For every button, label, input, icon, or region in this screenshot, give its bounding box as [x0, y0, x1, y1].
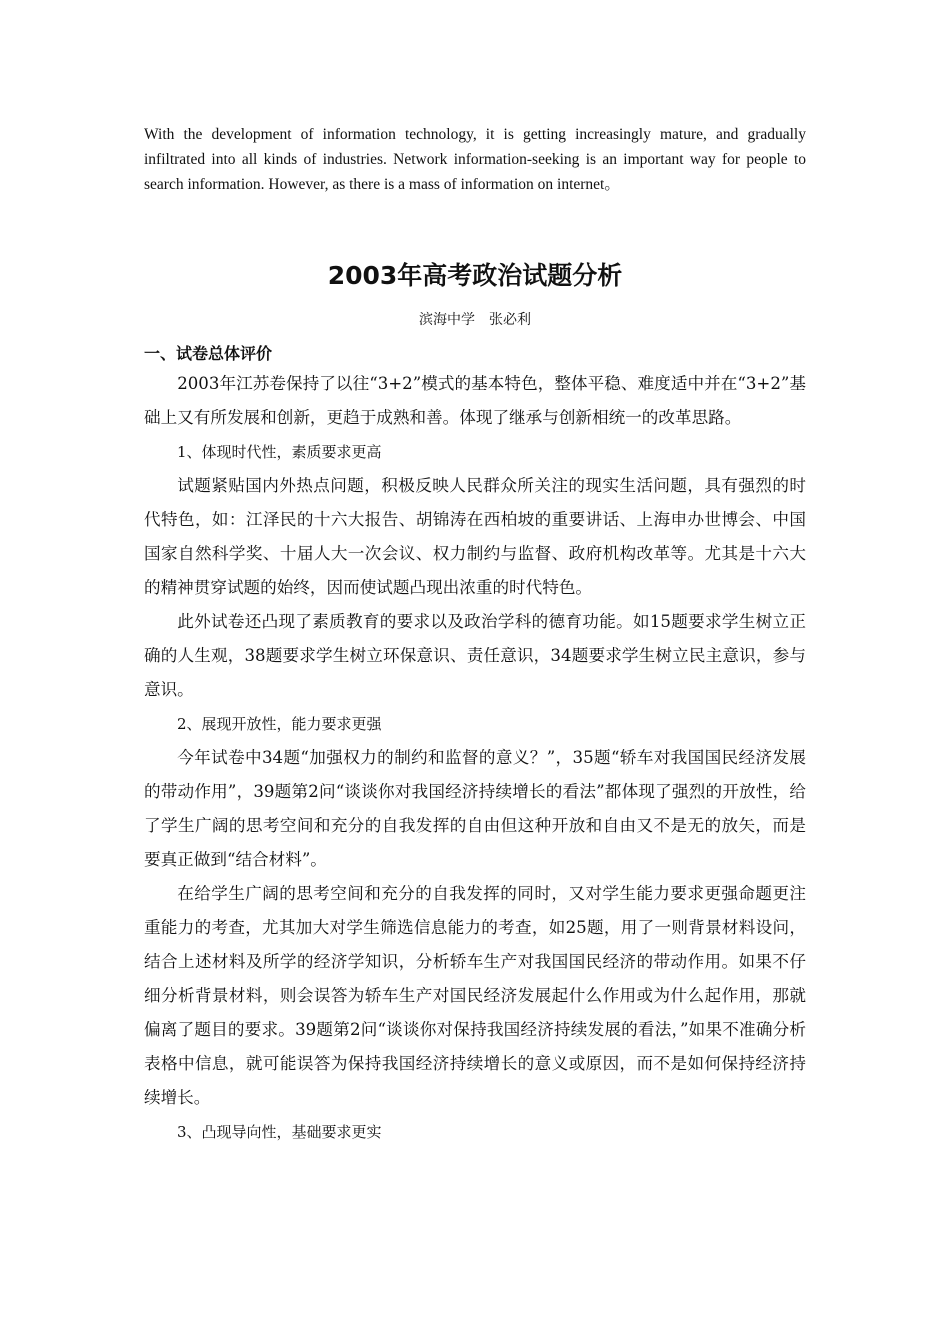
document-page — [144, 122, 806, 1149]
document-title: 2003年高考政治试题分析 — [327, 261, 623, 290]
paragraph-2: 试题紧贴国内外热点问题，积极反映人民群众所关注的现实生活问题，具有强烈的时代特色，如：江泽民的十六大报告、胡锦涛在西柏坡的重要讲话、上海申办世博会、中国国家自然科学奖、十届人大一次会议、权力制约与监督、政府机构改革等。尤其是十六大的精神贯穿试题的始终，因而使试题凸现出浓重的时代特色。 — [144, 476, 806, 597]
paragraph-3: 此外试卷还凸现了素质教育的要求以及政治学科的德育功能。如15题要求学生树立正确的人生观，38题要求学生树立环保意识、责任意识，34题要求学生树立民主意识，参与意识。 — [144, 612, 806, 699]
author-line: 滨海中学 张必利 — [419, 312, 531, 328]
subheading-2: 2、展现开放性，能力要求更强 — [177, 715, 382, 733]
paragraph-4: 今年试卷中34题“加强权力的制约和监督的意义？”，35题“轿车对我国国民经济发展的带动作用”，39题第2问“谈谈你对我国经济持续增长的看法”都体现了强烈的开放性，给了学生广阔的思考空间和充分的自我发挥的自由但这种开放和自由又不是无的放矢，而是要真正做到“结合材料”。 — [144, 748, 806, 869]
subheading-1: 1、体现时代性，素质要求更高 — [177, 443, 382, 461]
subheading-3: 3、凸现导向性，基础要求更实 — [177, 1123, 382, 1141]
intro-paragraph: With the development of information technology, it is getting increasingly mature, and gradually infiltrated into all kinds of industries. Network information-seeking is an important way for people to search information. However, as there is a mass of information on internet。 — [144, 126, 806, 193]
section-heading-1: 一、试卷总体评价 — [144, 344, 273, 363]
paragraph-1: 2003年江苏卷保持了以往“3+2”模式的基本特色，整体平稳、难度适中并在“3+2”基础上又有所发展和创新，更趋于成熟和善。体现了继承与创新相统一的改革思路。 — [144, 374, 806, 427]
paragraph-5: 在给学生广阔的思考空间和充分的自我发挥的同时，又对学生能力要求更强命题更注重能力的考查，尤其加大对学生筛选信息能力的考查，如25题，用了一则背景材料设问，结合上述材料及所学的经济学知识，分析轿车生产对我国国民经济的带动作用。如果不仔细分析背景材料，则会误答为轿车生产对国民经济发展起什么作用或为什么起作用，那就偏离了题目的要求。39题第2问“谈谈你对保持我国经济持续发展的看法，”如果不准确分析表格中信息，就可能误答为保持我国经济持续增长的意义或原因，而不是如何保持经济持续增长。 — [144, 884, 806, 1107]
